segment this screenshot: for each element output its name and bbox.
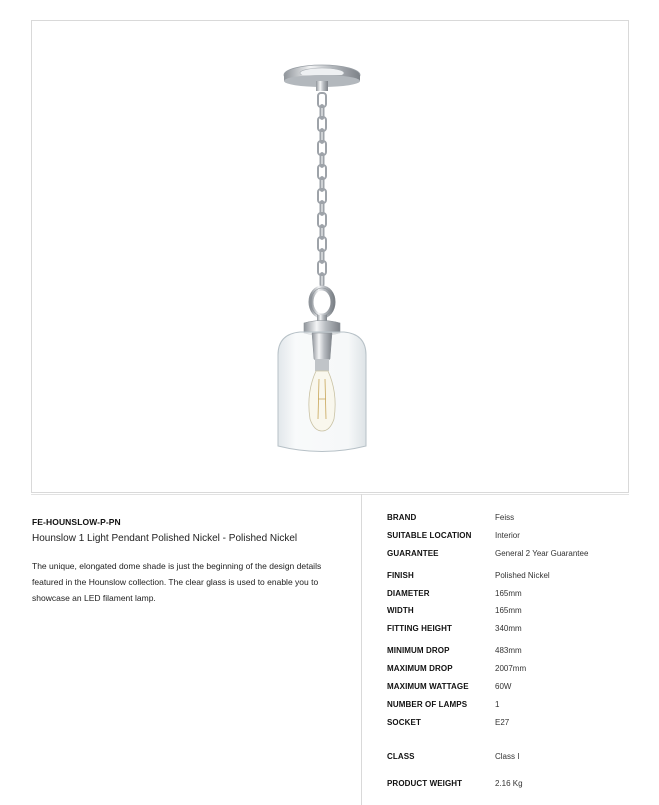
product-code: FE-HOUNSLOW-P-PN	[32, 517, 121, 527]
spec-value: Interior	[495, 531, 520, 540]
product-image-frame	[31, 20, 629, 493]
spec-row	[387, 718, 647, 732]
spec-label: PRODUCT WEIGHT	[387, 779, 463, 788]
spec-row	[387, 752, 647, 766]
spec-label: SOCKET	[387, 718, 421, 727]
spec-label: GUARANTEE	[387, 549, 439, 558]
spec-row	[387, 779, 647, 793]
spec-row	[387, 624, 647, 638]
spec-value: 2007mm	[495, 664, 527, 673]
spec-label: BRAND	[387, 513, 417, 522]
spec-label: DIAMETER	[387, 589, 430, 598]
spec-row	[387, 664, 647, 678]
spec-label: MAXIMUM WATTAGE	[387, 682, 469, 691]
spec-value: 165mm	[495, 589, 522, 598]
pendant-light-image	[32, 21, 630, 494]
spec-value: General 2 Year Guarantee	[495, 549, 589, 558]
spec-label: FITTING HEIGHT	[387, 624, 452, 633]
product-description: The unique, elongated dome shade is just the beginning of the design details featured in the Hounslow collection. The clear glass is used to enable you to showcase an LED filament lamp.	[32, 561, 322, 603]
spec-value: 483mm	[495, 646, 522, 655]
spec-label: SUITABLE LOCATION	[387, 531, 472, 540]
spec-value: Feiss	[495, 513, 515, 522]
product-info	[32, 517, 332, 606]
spec-label: NUMBER OF LAMPS	[387, 700, 468, 709]
spec-value: Polished Nickel	[495, 571, 550, 580]
spec-value: 60W	[495, 682, 512, 691]
product-title: Hounslow 1 Light Pendant Polished Nickel - Polished Nickel	[32, 533, 298, 544]
divider-vertical	[361, 494, 362, 805]
spec-label: FINISH	[387, 571, 414, 580]
divider-horizontal	[31, 494, 629, 495]
spec-row	[387, 513, 647, 527]
spec-label: CLASS	[387, 752, 415, 761]
spec-value: 2.16 Kg	[495, 779, 523, 788]
spec-row	[387, 531, 647, 545]
spec-value: E27	[495, 718, 510, 727]
spec-row	[387, 700, 647, 714]
spec-label: WIDTH	[387, 606, 414, 615]
spec-label: MINIMUM DROP	[387, 646, 450, 655]
spec-row	[387, 589, 647, 603]
spec-row	[387, 646, 647, 660]
spec-value: 1	[495, 700, 500, 709]
spec-row	[387, 682, 647, 696]
chain	[318, 93, 326, 287]
spec-row	[387, 549, 647, 563]
filament-bulb	[309, 371, 335, 431]
spec-value: 340mm	[495, 624, 522, 633]
spec-row	[387, 606, 647, 620]
spec-row	[387, 571, 647, 585]
spec-label: MAXIMUM DROP	[387, 664, 453, 673]
spec-value: 165mm	[495, 606, 522, 615]
spec-value: Class I	[495, 752, 520, 761]
